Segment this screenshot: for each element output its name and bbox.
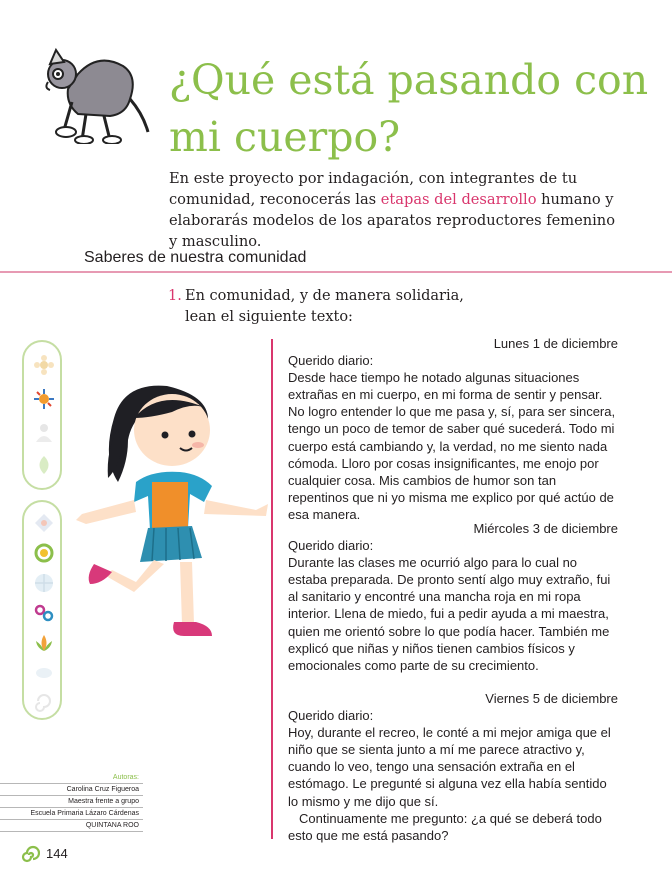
diary-margin-line xyxy=(271,339,273,839)
diary-date: Viernes 5 de diciembre xyxy=(485,691,618,706)
diary-entry xyxy=(288,520,618,674)
credits-block xyxy=(0,772,143,832)
sidebar-pill-bottom xyxy=(22,500,62,720)
diary-body: Durante las clases me ocurrió algo para lo cual no estaba preparada. De pronto sentí algo muy extraño, fui al sanitario y encontré una mancha roja en mi ropa interior. Llena de miedo, fui a pedir ayuda a mi maestra, quien me orientó sobre lo que podía hacer. También me explicó que niñas y niños tienen cambios físicos y emocionales como parte de su crecimiento. xyxy=(288,555,611,673)
intro-text-after: humano y elaborarás modelos de los aparatos reproductores femenino y masculino. xyxy=(169,191,615,250)
diary-greeting: Querido diario: xyxy=(288,353,374,369)
spiral-icon xyxy=(20,845,40,865)
intro-paragraph xyxy=(169,168,619,252)
decorative-sidebar xyxy=(22,340,62,720)
flower-icon xyxy=(33,354,55,376)
page-number: 144 xyxy=(46,846,68,861)
intro-highlight: etapas del desarrollo xyxy=(380,191,537,208)
diary-greeting: Querido diario: xyxy=(288,538,374,554)
intro-text-before: En este proyecto por indagación, con integrantes de tu comunidad, reconocerás las xyxy=(169,170,578,208)
credits-line: Escuela Primaria Lázaro Cárdenas xyxy=(0,808,143,820)
swirl-icon xyxy=(33,690,55,712)
diamond-icon xyxy=(33,512,55,534)
credits-line: Carolina Cruz Figueroa xyxy=(0,784,143,796)
diary-greeting: Querido diario: xyxy=(288,708,374,724)
activity-item xyxy=(168,286,478,328)
knot-icon xyxy=(33,602,55,624)
globe-icon xyxy=(33,572,55,594)
girl-illustration xyxy=(72,378,272,643)
ring-icon xyxy=(33,542,55,564)
figure-icon xyxy=(33,422,55,444)
page-title: ¿Qué está pasando con mi cuerpo? xyxy=(169,56,649,161)
sun-icon xyxy=(33,388,55,410)
diary-entry xyxy=(288,690,618,844)
diary-date: Lunes 1 de diciembre xyxy=(493,336,618,351)
diary-entry xyxy=(288,335,618,523)
diary-date: Miércoles 3 de diciembre xyxy=(473,521,618,536)
diary-body: Desde hace tiempo he notado algunas situaciones extrañas en mi cuerpo, en mi forma de sentir y pensar. No logro entender lo que me pasa y, sí, para ser sincera, tengo un poco de temor de saber qué sucederá. Todo mi cuerpo está cambiando y, la verdad, no me siento nada cómoda. Lloro por cosas insignificantes, me enojo por cualquier cosa. Mis cambios de humor son tan repentinos que ni yo misma me explico por qué actúo de esa manera. xyxy=(288,370,616,522)
lotus-icon xyxy=(33,632,55,654)
section-divider xyxy=(0,271,672,273)
credits-label: Autoras: xyxy=(0,772,143,784)
petal-icon xyxy=(33,662,55,684)
section-heading: Saberes de nuestra comunidad xyxy=(84,249,307,266)
credits-line: QUINTANA ROO xyxy=(0,820,143,832)
sidebar-pill-top xyxy=(22,340,62,490)
credits-line: Maestra frente a grupo xyxy=(0,796,143,808)
activity-number: 1. xyxy=(168,288,182,304)
leaf-icon xyxy=(33,454,55,476)
opossum-icon xyxy=(38,44,150,144)
activity-text: En comunidad, y de manera solidaria, lean el siguiente texto: xyxy=(185,288,464,325)
diary-body: Hoy, durante el recreo, le conté a mi mejor amiga que el niño que se sienta junto a mí me parece atractivo y, cuando lo veo, tengo una sensación extraña en el estómago. Le pregunté si alguna vez ella había sentido lo mismo y me dijo que sí. xyxy=(288,725,611,809)
diary-body-continuation: Continuamente me pregunto: ¿a qué se deberá todo esto que me está pasando? xyxy=(288,810,602,843)
